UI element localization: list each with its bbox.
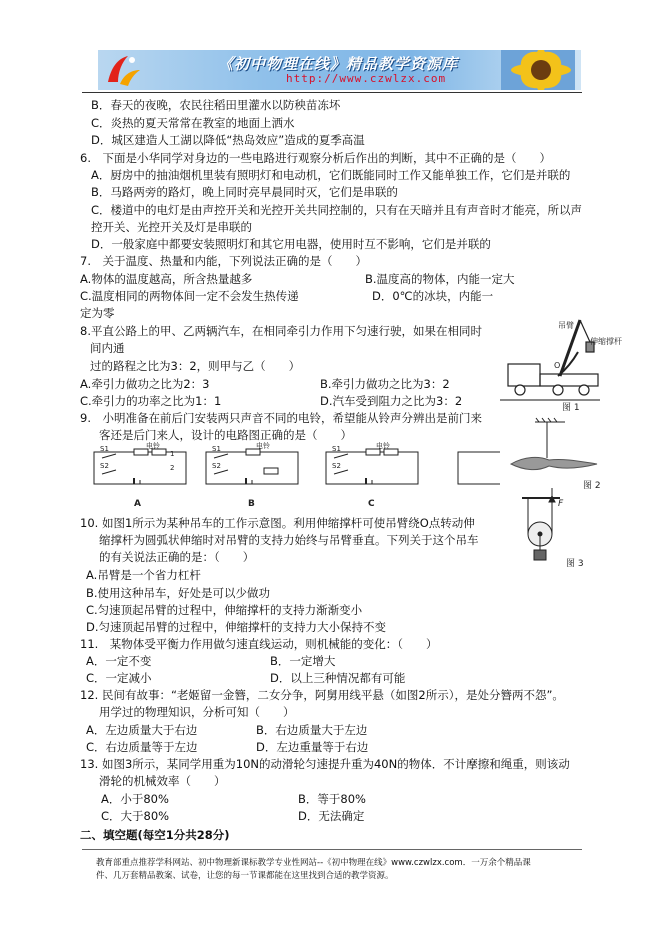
fig3-caption: 图 3 [566, 559, 584, 569]
fig1-caption: 图 1 [562, 403, 580, 413]
circuit-c-s2: S2 [332, 462, 341, 470]
header-rule [82, 92, 582, 93]
circuit-b-s1: S1 [212, 445, 221, 453]
circuit-a-n1: 1 [170, 450, 175, 458]
q10-option-c: C.匀速顶起吊臂的过程中，伸缩撑杆的支持力渐渐变小 [86, 603, 363, 617]
q10-option-d: D.匀速顶起吊臂的过程中，伸缩撑杆的支持力大小保持不变 [86, 620, 387, 634]
q12-option-c: C．右边质量等于左边 [86, 740, 198, 754]
q12-option-a: A．左边质量大于右边 [86, 723, 198, 737]
q6-option-d: D．一般家庭中都要安装照明灯和其它用电器，使用时互不影响，它们是并联的 [91, 237, 491, 251]
q7-option-a: A.物体的温度越高，所含热量越多 [80, 272, 253, 286]
q5-option-c: C．炎热的夏天常常在教室的地面上洒水 [91, 116, 295, 130]
circuit-c-s1: S1 [332, 445, 341, 453]
circuit-a-s1: S1 [100, 445, 109, 453]
q6-option-c: C．楼道中的电灯是由声控开关和光控开关共同控制的，只有在天暗并且有声音时才能亮，所以声 [91, 203, 583, 217]
header-banner [98, 50, 581, 90]
q6-stem: 6. 下面是小华同学对身边的一些电路进行观察分析后作出的判断，其中不正确的是（ ） [80, 151, 551, 165]
q8-option-c: C.牵引力的功率之比为1：1 [80, 394, 222, 408]
q13-option-c: C．大于80% [101, 809, 170, 823]
q10-stem-cont2: 的有关说法正确的是：（ ） [99, 550, 255, 564]
q11-option-a: A．一定不变 [86, 654, 152, 668]
q13-option-a: A．小于80% [101, 792, 169, 806]
site-logo-icon [102, 52, 142, 88]
q11-stem: 11. 某物体受平衡力作用做匀速直线运动，则机械能的变化：（ ） [80, 637, 438, 651]
q5-option-b: B．春天的夜晚，农民往稻田里灌水以防秧苗冻坏 [91, 98, 341, 112]
circuit-b-bell: 电铃 [256, 442, 270, 450]
fig3-label-f: F [558, 499, 564, 509]
circuit-label-c: C [368, 499, 375, 509]
q12-option-b: B．右边质量大于左边 [256, 723, 368, 737]
q8-stem-cont2: 过的路程之比为3：2，则甲与乙（ ） [90, 359, 301, 373]
fig1-label-arm: 吊臂 [558, 321, 574, 330]
q7-stem: 7. 关于温度、热量和内能，下列说法正确的是（ ） [80, 254, 367, 268]
q8-stem: 8.平直公路上的甲、乙两辆汽车，在相同牵引力作用下匀速行驶，如果在相同时 [80, 324, 482, 338]
q10-option-b: B.使用这种吊车，好处是可以少做功 [86, 586, 271, 600]
circuit-diagrams [86, 444, 500, 512]
circuit-c-bell: 电铃 [376, 442, 390, 450]
site-title: 《初中物理在线》精品教学资源库 [218, 55, 459, 73]
site-url[interactable]: http://www.czwlzx.com [286, 72, 447, 85]
fig2-caption: 图 2 [583, 481, 601, 491]
footer-line-1: 教育部重点推荐学科网站、初中物理新课标教学专业性网站--《初中物理在线》www.czwlzx.com．一万余个精品课 [96, 858, 531, 868]
q13-stem: 13. 如图3所示，某同学用重为10N的动滑轮匀速提升重为40N的物体．不计摩擦和绳重，则该动 [80, 757, 570, 771]
figure-2-hairpin [505, 418, 600, 496]
q13-stem-cont: 滑轮的机械效率（ ） [99, 774, 226, 788]
q7-option-d-cont: 定为零 [80, 306, 115, 320]
q6-option-a: A．厨房中的抽油烟机里装有照明灯和电动机，它们既能同时工作又能单独工作，它们是并联的 [91, 168, 571, 182]
q7-option-c: C.温度相同的两物体间一定不会发生热传递 [80, 289, 299, 303]
q13-option-b: B．等于80% [298, 792, 366, 806]
q10-stem: 10. 如图1所示为某种吊车的工作示意图。利用伸缩撑杆可使吊臂绕O点转动伸 [80, 516, 475, 530]
circuit-a-s2: S2 [100, 462, 109, 470]
circuit-a-n2: 2 [170, 464, 175, 472]
footer-rule [82, 849, 582, 850]
section-2-heading: 二、填空题(每空1分共28分) [80, 828, 230, 842]
q7-option-b: B.温度高的物体，内能一定大 [365, 272, 515, 286]
q8-option-b: B.牵引力做功之比为3：2 [320, 377, 450, 391]
q11-option-c: C．一定减小 [86, 671, 152, 685]
q12-stem-cont: 用学过的物理知识，分析可知（ ） [99, 705, 295, 719]
q6-option-b: B．马路两旁的路灯，晚上同时亮早晨同时灭，它们是串联的 [91, 185, 398, 199]
q12-option-d: D．左边重量等于右边 [256, 740, 369, 754]
q9-stem-cont: 客还是后门来人，设计的电路图正确的是（ ） [99, 428, 352, 442]
q8-option-d: D.汽车受到阻力之比为3：2 [320, 394, 463, 408]
q9-stem: 9. 小明准备在前后门安装两只声音不同的电铃，希望能从铃声分辨出是前门来 [80, 411, 482, 425]
q11-option-d: D．以上三种情况都有可能 [270, 671, 406, 685]
q13-option-d: D．无法确定 [298, 809, 365, 823]
q5-option-d: D．城区建造人工湖以降低“热岛效应”造成的夏季高温 [91, 133, 365, 147]
figure-3-pulley [514, 494, 604, 570]
sunflower-image [501, 50, 575, 90]
circuit-d [458, 452, 500, 484]
q6-option-c-cont: 控开关、光控开关及灯是串联的 [91, 220, 252, 234]
circuit-label-b: B [248, 499, 255, 509]
q10-stem-cont1: 缩撑杆为圆弧状伸缩时对吊臂的支持力始终与吊臂垂直。下列关于这个吊车 [99, 533, 479, 547]
q11-option-b: B．一定增大 [270, 654, 336, 668]
fig1-label-o: O [554, 361, 561, 370]
q7-option-d: D．0℃的冰块，内能一 [372, 289, 494, 303]
circuit-b-s2: S2 [212, 462, 221, 470]
figure-1-crane [500, 314, 622, 414]
circuit-a-bell: 电铃 [146, 442, 160, 450]
q8-stem-cont1: 间内通 [90, 341, 125, 355]
circuit-label-a: A [134, 499, 141, 509]
footer-line-2: 件、几万套精品教案、试卷，让您的每一节课都能在这里找到合适的教学资源。 [96, 871, 394, 881]
fig1-label-strut: 伸缩撑杆 [590, 337, 622, 346]
q10-option-a: A.吊臂是一个省力杠杆 [86, 568, 201, 582]
q12-stem: 12. 民间有故事：“老姬留一金簪，二女分争，阿舅用线平悬（如图2所示），是处分簪两不怨”。 [80, 688, 564, 702]
q8-option-a: A.牵引力做功之比为2：3 [80, 377, 210, 391]
